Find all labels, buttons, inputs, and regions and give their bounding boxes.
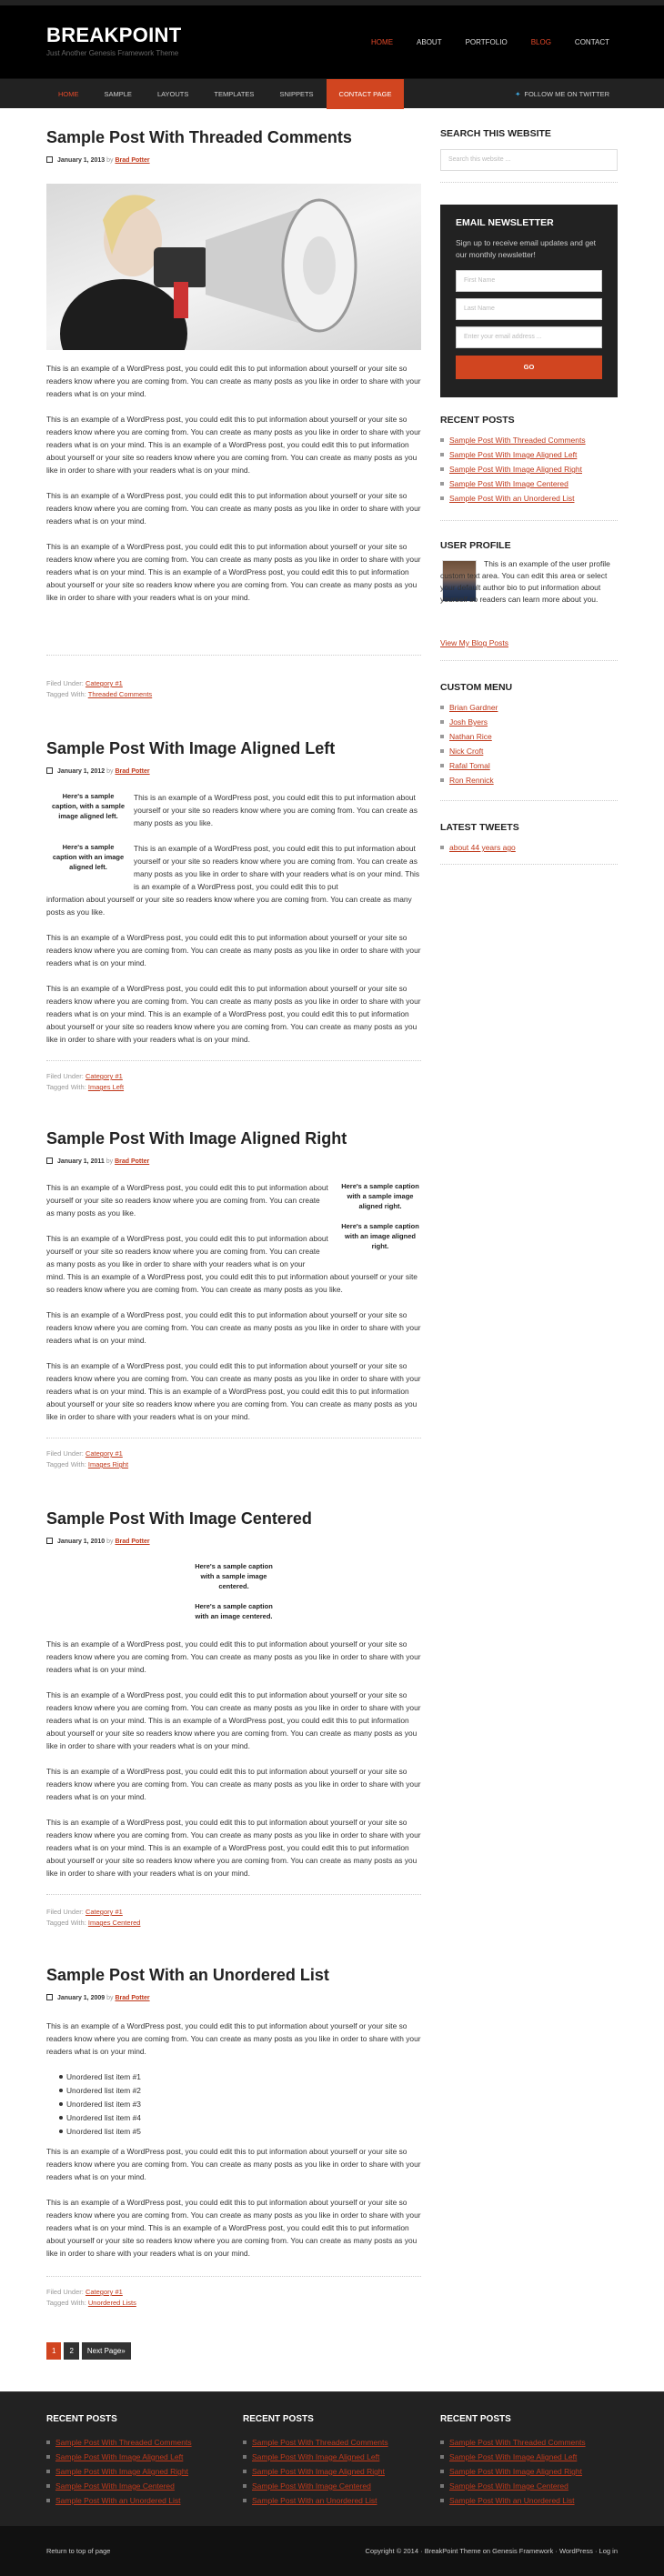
- post-tags: [46, 1918, 140, 1929]
- twitter-follow-label: FOLLOW ME ON TWITTER: [524, 90, 609, 98]
- post-paragraph: This is an example of a WordPress post, you could edit this to put information about yourself or your site so readers know where you are coming from. You can create as many posts as you like in order to share with your readers what is on your mind. This is an example of a WordPress post, you could edit this to put information about yourself or your site so readers know where you are coming from. You can create as many posts as you like in order to share with your readers what is on your mind.: [46, 984, 421, 1044]
- post-categories: [46, 1448, 123, 1459]
- post-title[interactable]: Sample Post With Threaded Comments: [46, 128, 352, 146]
- recent-post-link[interactable]: Sample Post With Image Centered: [449, 479, 568, 488]
- search-input[interactable]: Search this website ...: [440, 149, 618, 171]
- tagged-label: Tagged With:: [46, 690, 86, 698]
- footer-widget-3: [440, 2414, 622, 2508]
- calendar-icon: [46, 767, 53, 774]
- post-paragraph: information about yourself or your site so readers know where you are coming from. You can create as many posts as you like.: [46, 895, 412, 917]
- unordered-list: [59, 2070, 141, 2139]
- last-name-field[interactable]: Last Name: [456, 298, 602, 320]
- post-meta: [46, 1538, 421, 1545]
- list-item: Unordered list item #5: [59, 2125, 141, 2139]
- footer-post-link[interactable]: Sample Post With Image Aligned Left: [55, 2452, 184, 2461]
- divider: [46, 2276, 421, 2277]
- megaphone-photo-illustration: [46, 184, 421, 350]
- menu-link[interactable]: Nick Croft: [449, 747, 484, 756]
- divider: [440, 660, 618, 661]
- list-item: Unordered list item #2: [59, 2084, 141, 2098]
- nav-contact[interactable]: CONTACT: [574, 38, 609, 46]
- footer-post-link[interactable]: Sample Post With Image Aligned Right: [252, 2467, 385, 2476]
- tagged-label: Tagged With:: [46, 2299, 86, 2307]
- post-threaded-comments: [46, 129, 421, 702]
- image-caption: Here's a sample caption, with a sample image aligned left.: [51, 792, 126, 820]
- footer-widget-title: RECENT POSTS: [46, 2414, 117, 2424]
- recent-post-link[interactable]: Sample Post With an Unordered List: [449, 494, 575, 503]
- footer-post-link[interactable]: Sample Post With Threaded Comments: [55, 2438, 192, 2447]
- filed-label: Filed Under:: [46, 2288, 84, 2296]
- list-item: Unordered list item #3: [59, 2098, 141, 2111]
- image-caption: Here's a sample caption with a sample image aligned right.: [341, 1182, 419, 1210]
- view-posts-link[interactable]: View My Blog Posts: [440, 638, 508, 647]
- post-by: by: [106, 1158, 114, 1165]
- footer-post-link[interactable]: Sample Post With Image Centered: [55, 2481, 175, 2491]
- newsletter-widget: [440, 205, 618, 397]
- post-meta: [46, 1158, 421, 1165]
- image-caption: Here's a sample caption with an image aligned left.: [52, 843, 125, 871]
- post-title[interactable]: Sample Post With an Unordered List: [46, 1966, 329, 1984]
- post-unordered-list: [46, 1967, 421, 2312]
- calendar-icon: [46, 1538, 53, 1544]
- tag-link[interactable]: Images Right: [87, 1460, 129, 1468]
- category-link[interactable]: Category #1: [85, 1072, 123, 1080]
- megaphone-image: [46, 184, 421, 350]
- post-paragraph: This is an example of a WordPress post, you could edit this to put information about yourself or your site so readers know where you are coming from. You can create as many posts as you like in order to share with your readers what is on your mind.: [46, 491, 421, 526]
- footer-post-link[interactable]: Sample Post With Image Aligned Right: [449, 2467, 582, 2476]
- post-meta: [46, 156, 421, 164]
- subnav-templates[interactable]: TEMPLATES: [214, 90, 255, 98]
- post-date: January 1, 2009: [57, 1994, 106, 2001]
- filed-label: Filed Under:: [46, 1072, 84, 1080]
- post-tags: [46, 689, 152, 700]
- image-caption: Here's a sample caption with an image aligned right.: [341, 1222, 419, 1250]
- recent-post-link[interactable]: Sample Post With Image Aligned Right: [449, 465, 582, 474]
- search-widget-title: SEARCH THIS WEBSITE: [440, 128, 551, 139]
- post-title[interactable]: Sample Post With Image Aligned Left: [46, 739, 336, 757]
- post-paragraph: This is an example of a WordPress post, you could edit this to put information about yourself or your site so readers know where you are coming from. You can create as many posts as you like in order to share with your readers what is on your mind.: [46, 1639, 421, 1674]
- footer-widget-1: [46, 2414, 228, 2508]
- divider: [440, 520, 618, 521]
- subnav-home[interactable]: HOME: [58, 90, 79, 98]
- profile-text: This is an example of the user profile custom text area. You can edit this area or select your default author bio to put information about yourself so readers can learn more about you.: [440, 559, 610, 604]
- pagination: [46, 2342, 131, 2360]
- nav-home[interactable]: HOME: [371, 38, 394, 46]
- widget-title: LATEST TWEETS: [440, 822, 519, 833]
- post-paragraph: This is an example of a WordPress post, you could edit this to put information about yourself or your site so readers know where you are coming from. You can create as many posts as you like in order to share with your readers what is on your mind. This is an example of a WordPress post, you could edit this to put information about yourself or your site so readers know where you are coming from. You can create as many posts as you like in order to share with your readers what is on your mind.: [46, 1690, 421, 1750]
- subnav-contact-page[interactable]: CONTACT PAGE: [327, 79, 405, 109]
- calendar-icon: [46, 1994, 53, 2000]
- newsletter-title: EMAIL NEWSLETTER: [456, 217, 554, 228]
- post-categories: [46, 678, 123, 689]
- tagged-label: Tagged With:: [46, 1083, 86, 1091]
- calendar-icon: [46, 1158, 53, 1164]
- subnav-layouts[interactable]: LAYOUTS: [156, 90, 189, 98]
- image-caption: Here's a sample caption with an image centered.: [195, 1602, 273, 1620]
- post-by: by: [106, 1994, 114, 2001]
- first-name-field[interactable]: First Name: [456, 270, 602, 292]
- primary-nav: [371, 38, 609, 46]
- footer-post-link[interactable]: Sample Post With an Unordered List: [55, 2496, 181, 2505]
- post-paragraph: This is an example of a WordPress post, you could edit this to put information about yourself or your site so readers know where you are coming from. You can create as many posts as you like in order to share with your readers what is on your mind. This is an example of a WordPress post, you could edit this to put information about yourself or your site so readers know where you are coming from. You can create as many posts as you like in order to share with your readers what is on your mind.: [46, 1361, 421, 1421]
- tagged-label: Tagged With:: [46, 1919, 86, 1927]
- footer-widget-2: [243, 2414, 425, 2508]
- custom-menu-widget: [440, 682, 618, 787]
- post-tags: [46, 1082, 124, 1093]
- twitter-bird-icon: ✦: [515, 90, 521, 98]
- widget-title: USER PROFILE: [440, 540, 511, 551]
- post-author-link[interactable]: Brad Potter: [115, 767, 150, 775]
- list-item: Unordered list item #4: [59, 2111, 141, 2125]
- post-categories: [46, 1071, 123, 1082]
- post-tags: [46, 2298, 136, 2309]
- divider: [440, 800, 618, 801]
- footer-widget-title: RECENT POSTS: [440, 2414, 511, 2424]
- footer-post-link[interactable]: Sample Post With an Unordered List: [449, 2496, 575, 2505]
- post-paragraph: This is an example of a WordPress post, you could edit this to put information about yourself or your site so readers know where you are coming from. You can create as many posts as you like in order to share with your readers what is on your mind.: [46, 2147, 421, 2181]
- post-paragraph: This is an example of a WordPress post, you could edit this to put information about yourself or your site so readers know where you are coming from. You can create as many posts as you like in order to share with your readers what is on your mind.: [46, 2021, 421, 2056]
- footer-post-link[interactable]: Sample Post With Image Aligned Left: [252, 2452, 380, 2461]
- user-profile-widget: [440, 540, 618, 551]
- footer-widgets: [0, 2391, 664, 2526]
- post-paragraph: This is an example of a WordPress post, you could edit this to put information about yourself or your site so readers know where you are coming from. You can create as many posts as you like in order to share with your readers what is on your mind. This is an example of a WordPress post, you could edit this to put information about yourself or your site so readers know where you are coming from. You can create as many posts as you like in order to share with your readers what is on your mind.: [46, 415, 421, 475]
- post-paragraph: This is an example of a WordPress post, you could edit this to put information about yourself or your site so readers know where you are coming from. You can create as many posts as you like in order to share with your readers what is on your mind.: [46, 933, 421, 967]
- twitter-follow-link[interactable]: [515, 79, 609, 109]
- category-link[interactable]: Category #1: [85, 1449, 123, 1458]
- copyright-text: Copyright © 2014 · BreakPoint Theme on Genesis Framework · WordPress · Log in: [365, 2547, 618, 2555]
- site-title[interactable]: BREAKPOINT: [46, 24, 182, 46]
- recent-post-link[interactable]: Sample Post With Image Aligned Left: [449, 450, 578, 459]
- post-categories: [46, 2287, 123, 2298]
- site-tagline: Just Another Genesis Framework Theme: [46, 49, 179, 57]
- subnav-sample[interactable]: SAMPLE: [104, 90, 132, 98]
- next-page-link[interactable]: Next Page»: [82, 2342, 131, 2360]
- post-paragraph: This is an example of a WordPress post, you could edit this to put information about yourself or your site so readers know where you are coming from. You can create as many posts as you like in order to share with your readers what is on your mind.: [46, 364, 421, 398]
- post-date: January 1, 2012: [57, 767, 106, 775]
- image-caption: Here's a sample caption with a sample image centered.: [195, 1562, 273, 1590]
- post-date: January 1, 2010: [57, 1538, 106, 1545]
- widget-title: RECENT POSTS: [440, 415, 515, 426]
- post-meta: [46, 767, 421, 775]
- menu-link[interactable]: Josh Byers: [449, 717, 488, 727]
- menu-link[interactable]: Nathan Rice: [449, 732, 492, 741]
- tag-link[interactable]: Images Left: [87, 1083, 125, 1091]
- post-paragraph: This is an example of a WordPress post, you could edit this to put information about yourself or your site so readers know where you are coming from. You can create as many posts as you like in order to share with your readers what is on your mind. This is an example of a WordPress post, you could edit this to put information about yourself or your site so readers know where you are coming from. You can create as many posts as you like in order to share with your readers what is on your mind.: [46, 542, 421, 602]
- post-author-link[interactable]: Brad Potter: [115, 1158, 150, 1165]
- footer-post-link[interactable]: Sample Post With Image Aligned Left: [449, 2452, 578, 2461]
- recent-post-link[interactable]: Sample Post With Threaded Comments: [449, 436, 586, 445]
- widget-title: CUSTOM MENU: [440, 682, 513, 693]
- filed-label: Filed Under:: [46, 1449, 84, 1458]
- category-link[interactable]: Category #1: [85, 2288, 123, 2296]
- filed-label: Filed Under:: [46, 679, 84, 687]
- tag-link[interactable]: Unordered Lists: [87, 2299, 136, 2307]
- post-date: January 1, 2013: [57, 156, 106, 164]
- filed-label: Filed Under:: [46, 1908, 84, 1916]
- secondary-nav: [0, 78, 664, 108]
- post-tags: [46, 1459, 128, 1470]
- recent-posts-widget: [440, 415, 618, 506]
- divider: [440, 182, 618, 183]
- subscribe-button[interactable]: GO: [456, 356, 602, 379]
- divider: [440, 864, 618, 865]
- newsletter-text: Sign up to receive email updates and get our monthly newsletter!: [456, 238, 597, 259]
- post-author-link[interactable]: Brad Potter: [115, 1538, 150, 1545]
- page-2[interactable]: 2: [64, 2342, 78, 2360]
- email-field[interactable]: Enter your email address ...: [456, 326, 602, 348]
- post-paragraph: This is an example of a WordPress post, you could edit this to put information about yourself or your site so readers know where you are coming from. You can create as many posts as you like.: [134, 793, 418, 827]
- post-title[interactable]: Sample Post With Image Aligned Right: [46, 1129, 347, 1148]
- menu-link[interactable]: Brian Gardner: [449, 703, 498, 712]
- nav-portfolio[interactable]: PORTFOLIO: [465, 38, 508, 46]
- divider: [46, 1894, 421, 1895]
- post-date: January 1, 2011: [57, 1158, 105, 1165]
- page-1[interactable]: 1: [46, 2342, 61, 2360]
- post-author-link[interactable]: Brad Potter: [115, 1994, 150, 2001]
- post-paragraph: This is an example of a WordPress post, you could edit this to put information about yourself or your site so readers know where you are coming from. You can create as many posts as you like in order to share with your readers what is on your mind. This is an example of a WordPress post, you could edit this to put information about yourself or your site so readers know where you are coming from. You can create as many posts as you like in order to share with your readers what is on your mind.: [46, 1818, 421, 1878]
- tweet-link[interactable]: about 44 years ago: [449, 843, 516, 852]
- post-by: by: [106, 156, 114, 164]
- category-link[interactable]: Category #1: [85, 1908, 123, 1916]
- footer-widget-title: RECENT POSTS: [243, 2414, 314, 2424]
- tag-link[interactable]: Threaded Comments: [87, 690, 153, 698]
- footer-post-link[interactable]: Sample Post With an Unordered List: [252, 2496, 377, 2505]
- nav-about[interactable]: ABOUT: [417, 38, 442, 46]
- post-paragraph: This is an example of a WordPress post, you could edit this to put information about yourself or your site so readers know where you are coming from. You can create as many posts as you like in order to share with your readers what is on your mind.: [46, 1767, 421, 1801]
- category-link[interactable]: Category #1: [85, 679, 123, 687]
- site-header: [0, 5, 664, 78]
- post-paragraph: This is an example of a WordPress post, you could edit this to put information about yourself or your site so readers know where you are coming from. You can create as many posts as you like in order to share with your readers what is on your mind. This is an example of a WordPress post, you could edit this to put: [134, 844, 420, 891]
- nav-blog[interactable]: BLOG: [530, 38, 551, 46]
- post-image-aligned-right: [46, 1130, 421, 1476]
- footer-post-link[interactable]: Sample Post With Threaded Comments: [449, 2438, 586, 2447]
- post-paragraph: mind. This is an example of a WordPress post, you could edit this to put information about yourself or your site so readers know where you are coming from. You can create as many posts as you like.: [46, 1272, 418, 1294]
- site-footer: [0, 2526, 664, 2576]
- footer-post-link[interactable]: Sample Post With Image Aligned Right: [55, 2467, 188, 2476]
- tagged-label: Tagged With:: [46, 1460, 86, 1468]
- post-paragraph: This is an example of a WordPress post, you could edit this to put information about yourself or your site so readers know where you are coming from. You can create as many posts as you like in order to share with your readers what is on your mind. This is an example of a WordPress post, you could edit this to put information about yourself or your site so readers know where you are coming from. You can create as many posts as you like in order to share with your readers what is on your mind.: [46, 2198, 421, 2258]
- post-by: by: [106, 1538, 114, 1545]
- divider: [46, 655, 421, 656]
- post-title[interactable]: Sample Post With Image Centered: [46, 1509, 312, 1528]
- post-meta: [46, 1994, 421, 2001]
- menu-link[interactable]: Rafal Tomal: [449, 761, 490, 770]
- post-image-centered: [46, 1510, 421, 1938]
- post-image-aligned-left: [46, 740, 421, 1104]
- footer-post-link[interactable]: Sample Post With Image Centered: [252, 2481, 371, 2491]
- subnav-snippets[interactable]: SNIPPETS: [279, 90, 314, 98]
- calendar-icon: [46, 156, 53, 163]
- footer-post-link[interactable]: Sample Post With Threaded Comments: [252, 2438, 388, 2447]
- back-to-top-link[interactable]: Return to top of page: [46, 2547, 111, 2555]
- list-item: Unordered list item #1: [59, 2070, 141, 2084]
- menu-link[interactable]: Ron Rennick: [449, 776, 494, 785]
- divider: [46, 1060, 421, 1061]
- post-categories: [46, 1907, 123, 1918]
- post-author-link[interactable]: Brad Potter: [115, 156, 150, 164]
- post-by: by: [106, 767, 114, 775]
- footer-post-link[interactable]: Sample Post With Image Centered: [449, 2481, 568, 2491]
- post-paragraph: This is an example of a WordPress post, you could edit this to put information about yourself or your site so readers know where you are coming from. You can create as many posts as you like in order to share with your readers what is on your: [46, 1234, 328, 1268]
- latest-tweets-widget: [440, 822, 618, 855]
- tag-link[interactable]: Images Centered: [87, 1919, 141, 1927]
- post-paragraph: This is an example of a WordPress post, you could edit this to put information about yourself or your site so readers know where you are coming from. You can create as many posts as you like in order to share with your readers what is on your mind.: [46, 1310, 421, 1345]
- post-paragraph: This is an example of a WordPress post, you could edit this to put information about yourself or your site so readers know where you are coming from. You can create as many posts as you like.: [46, 1183, 328, 1218]
- search-widget-title-wrap: [440, 128, 618, 139]
